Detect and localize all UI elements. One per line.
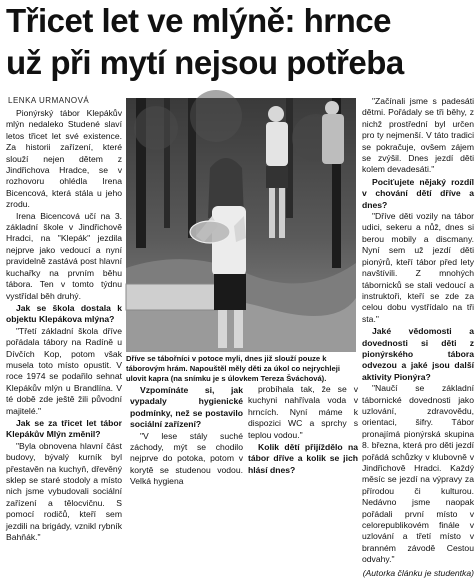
interview-question: Pociťujete nějaký rozdíl v chování dětí dříve a dnes?	[362, 176, 474, 210]
article-column-4	[362, 96, 474, 578]
paragraph: "Naučí se základní tábornické dovednosti jako uzlování, zdravovědu, orientaci, šifry. Tábor pronajímá pionýrská skupina 8. března, která pro děti jezdí pořádá schůzky v klubovně v Jindřichově Hradci. Každý měsíc se jezdí na výpravy za přírodou či kulturou. Nedávno jsme naopak pořádali první místo v celorepublikovém finále v uzlování a třetí místo v branném závodě Cestou odvahy."	[362, 383, 474, 565]
photo-caption: Dříve se tábořníci v potoce myli, dnes již slouží pouze k táborovým hrám. Napouštěl měly děti za úkol co nejrychleji ulovit kapra (na snímku je s úlovkem Tereza Šváchová).	[126, 354, 340, 383]
paragraph: "Začínali jsme s padesáti dětmi. Pořádaly se tři běhy, z nichž prostřední byl určen pro ty nejmenší. V táto tradici se pokračuje, ovšem zájem se zvýšil. Dnes jezdí děti kolem devadesáti."	[362, 96, 474, 175]
article-photo	[126, 98, 356, 352]
paragraph: probíhala tak, že se v kuchyni nahřívala voda v hrncích. Nyní máme k dispozici WC a sprchy s teplou vodou."	[248, 384, 358, 440]
paragraph: Irena Bicencová učí na 3. základní škole v Jindřichově Hradci, na "Klepák" jezdila nejprve jako vedoucí a nyní pravidelně zastává post hlavní kuchařky na prvním běhu tábora. Ten v tomto týdnu vystřídal běh druhý.	[6, 210, 122, 301]
photo-girl-with-jar-in-stream-icon	[126, 98, 356, 352]
interview-question: Jak se za třicet let tábor Klepákův Mlýn změnil?	[6, 417, 122, 440]
article-column-1	[6, 108, 122, 543]
paragraph: Pionýrský tábor Klepákův mlýn nedaleko Studené slaví letos třicet let své existence. Za historii zařízení, které slouží nejen dětem z Jindřichova Hradce, se v rozhovoru ohlédla Irena Bicencová, která stála u jeho zrodu.	[6, 108, 122, 210]
headline-line-2: už při mytí nejsou potřeba	[6, 44, 404, 81]
interview-question: Jak se škola dostala k objektu Klepákova mlýna?	[6, 302, 122, 325]
author-byline: LENKA URMANOVÁ	[8, 96, 90, 105]
article-column-3	[248, 384, 358, 480]
paragraph: "Byla obnovena hlavní část budovy, bývalý kurník byl přestavěn na kuchyň, dřevěný sklep se staré stodoly a místo nich jsme vybudovali sociální zařízení a tělocvičnu. S pomocí rodičů, kteří sem jezdili na brigády, vznikl rybník Bahňák."	[6, 440, 122, 543]
article-column-2	[130, 384, 243, 487]
paragraph: "Dříve děti vozily na tábor udici, sekeru a nůž, dnes si berou mobily a discmany. Nyní sem už jezdí děti pionýrů, kteří tábor před lety navštívili. Z mnohých tábornicků se stali vedoucí a instruktoři, kteří se zde za celou dobu vystřídalo na tři sta."	[362, 211, 474, 324]
paragraph: "V lese stály suché záchody, mýt se chodilo nejprve do potoka, potom v korytě se studenou vodou. Velká hygiena	[130, 430, 243, 487]
headline	[6, 0, 474, 84]
author-note: (Autorka článku je studentka)	[362, 567, 474, 578]
paragraph: "Třetí základní škola dříve pořádala tábory na Radíně u Dívčích Kop, potom však musela toto místo opustit. V roce 1974 se podařilo sehnat Klepákův mlýn u Brandlína. V té době zde ještě žili původní majitelé."	[6, 325, 122, 416]
headline-line-1: Třicet let ve mlýně: hrnce	[6, 2, 391, 39]
interview-question: Jaké vědomosti a dovednosti si děti z pionýrského tábora odvezou a jaké jsou další aktivity Pionýra?	[362, 326, 474, 382]
interview-question: Kolik dětí přijíždělo na tábor dříve a kolik se jich hlásí dnes?	[248, 442, 358, 475]
interview-question: Vzpomínáte si, jak vypadaly hygienické podmínky, než se postavilo sociální zařízení?	[130, 385, 243, 430]
